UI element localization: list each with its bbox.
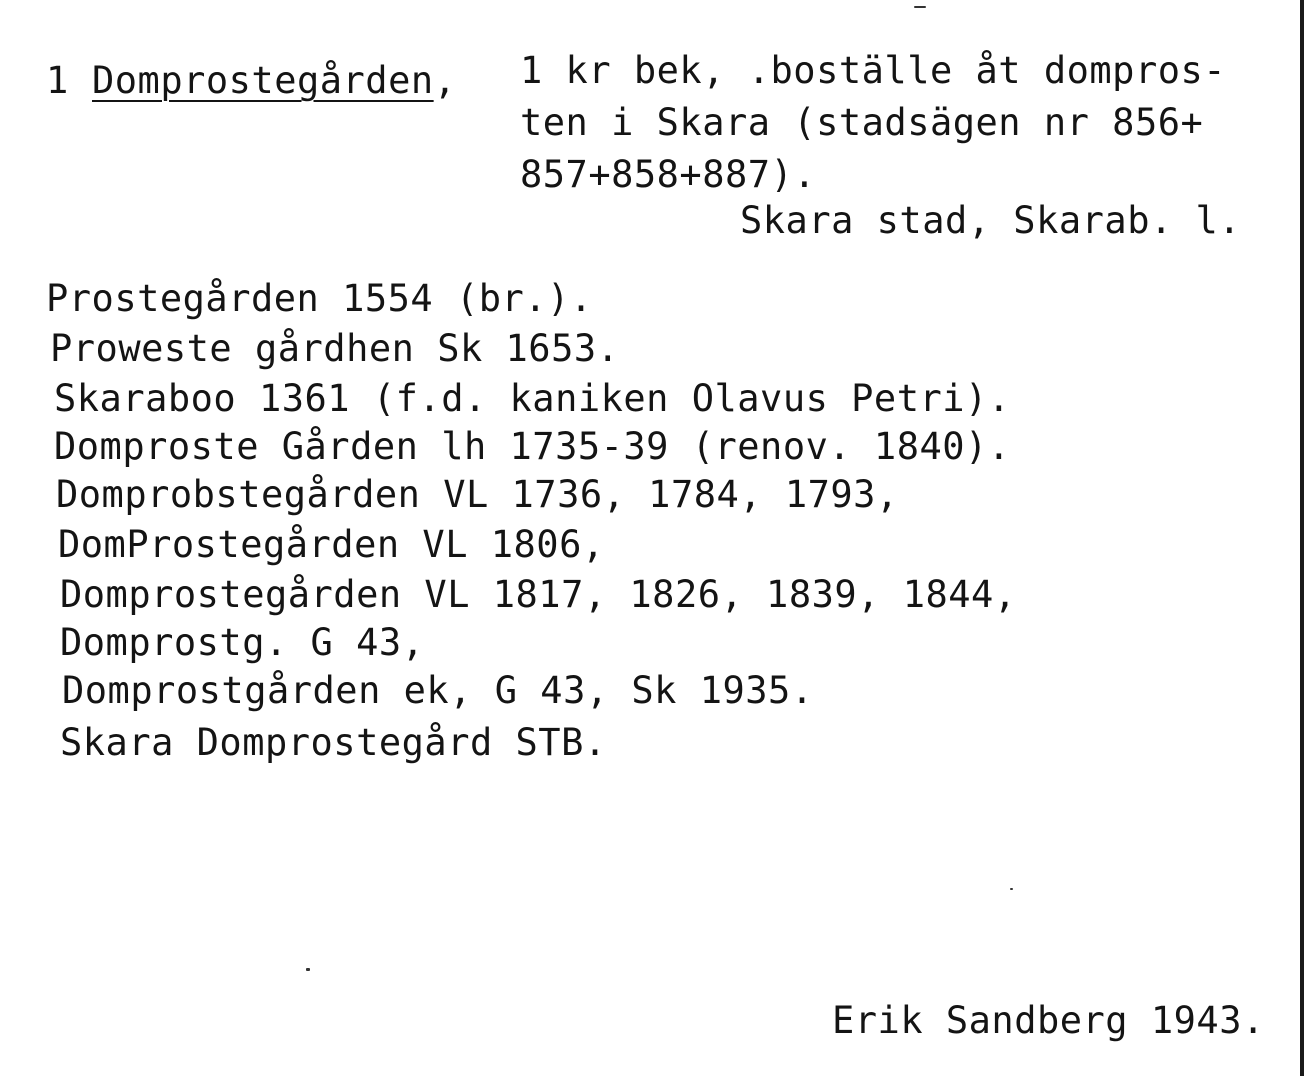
form-line: Domproste Gården lh 1735-39 (renov. 1840). <box>54 425 1011 468</box>
description-line-2: ten i Skara (stadsägen nr 856+ <box>520 101 1204 144</box>
scan-speck <box>306 968 310 971</box>
description-line-1: 1 kr bek, .boställe åt dompros- <box>520 49 1227 92</box>
form-line: Skara Domprostegård STB. <box>60 721 607 764</box>
form-line: Domprostegården VL 1817, 1826, 1839, 1844, <box>60 573 1017 616</box>
form-line: Proweste gårdhen Sk 1653. <box>50 327 620 370</box>
form-line: Domprostgården ek, G 43, Sk 1935. <box>62 669 814 712</box>
form-line: Prostegården 1554 (br.). <box>46 277 593 320</box>
description-line-3: 857+858+887). <box>520 153 817 196</box>
entry-name-comma: , <box>433 59 457 102</box>
location-line: Skara stad, Skarab. l. <box>740 199 1242 242</box>
form-line: Skaraboo 1361 (f.d. kaniken Olavus Petri). <box>54 377 1011 420</box>
entry-number: 1 <box>46 59 69 102</box>
signature: Erik Sandberg 1943. <box>832 999 1265 1042</box>
form-line: Domprobstegården VL 1736, 1784, 1793, <box>56 473 899 516</box>
form-line: Domprostg. G 43, <box>60 621 425 664</box>
entry-name-text: Domprostegården <box>92 59 434 102</box>
scan-speck <box>1010 888 1013 890</box>
form-line: DomProstegården VL 1806, <box>58 523 605 566</box>
scan-speck <box>914 6 926 8</box>
card-edge-line <box>1300 0 1304 1076</box>
entry-name <box>92 59 457 102</box>
